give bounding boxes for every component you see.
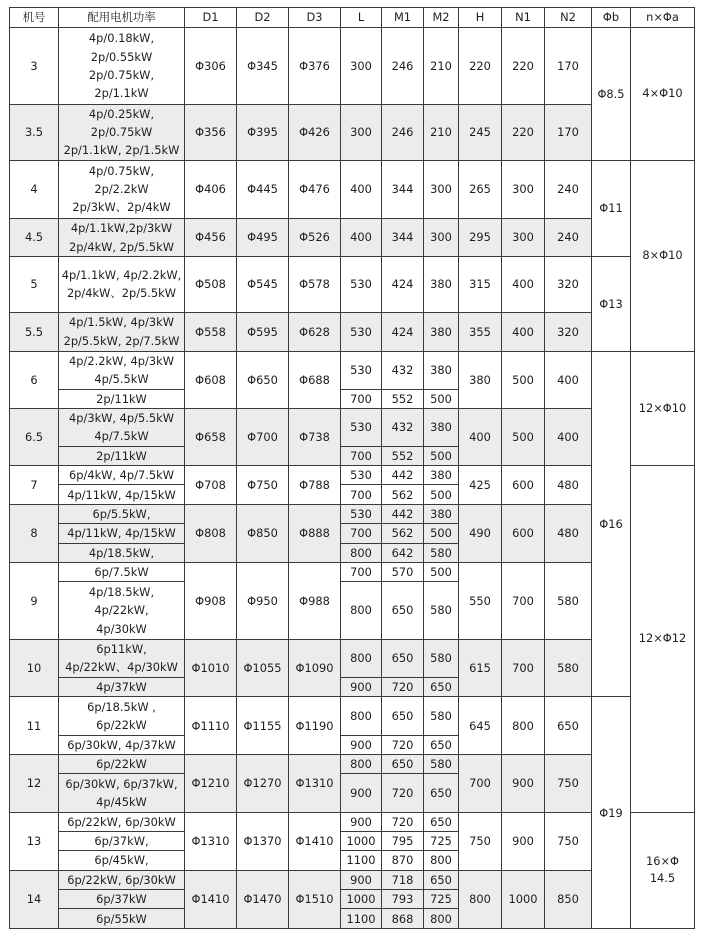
motor-power-cell: 4p/11kW, 4p/15kW <box>59 524 185 543</box>
table-row <box>10 160 695 218</box>
d1-cell: Φ1410 <box>185 870 237 928</box>
d1-cell: Φ456 <box>185 218 237 256</box>
h-cell: 800 <box>459 870 502 928</box>
n2-cell: 580 <box>545 639 592 697</box>
machine-number-cell: 7 <box>10 466 59 505</box>
bolt-holes-cell: 12×Φ12 <box>631 466 695 813</box>
d3-cell: Φ476 <box>289 160 341 218</box>
l-cell: 700 <box>341 485 382 504</box>
d2-cell: Φ1470 <box>237 870 289 928</box>
n2-cell: 320 <box>545 257 592 312</box>
m1-cell: 424 <box>382 257 424 312</box>
table-row <box>10 351 695 389</box>
d1-cell: Φ708 <box>185 466 237 505</box>
d2-cell: Φ650 <box>237 351 289 408</box>
n1-cell: 900 <box>502 812 545 870</box>
motor-power-cell: 4p/0.75kW, 2p/2.2kW 2p/3kW、2p/4kW <box>59 160 185 218</box>
n2-cell: 240 <box>545 218 592 256</box>
n1-cell: 700 <box>502 562 545 639</box>
l-cell: 800 <box>341 582 382 639</box>
n2-cell: 480 <box>545 504 592 562</box>
h-cell: 615 <box>459 639 502 697</box>
motor-power-cell: 4p/18.5kW, 4p/22kW, 4p/30kW <box>59 582 185 639</box>
m2-cell: 580 <box>424 639 459 677</box>
motor-power-cell: 6p/7.5kW <box>59 562 185 581</box>
h-cell: 355 <box>459 312 502 351</box>
n1-cell: 400 <box>502 257 545 312</box>
header-cell: D2 <box>237 8 289 28</box>
d3-cell: Φ688 <box>289 351 341 408</box>
m1-cell: 432 <box>382 351 424 389</box>
m1-cell: 720 <box>382 812 424 831</box>
m1-cell: 870 <box>382 851 424 870</box>
l-cell: 300 <box>341 28 382 105</box>
motor-power-cell: 4p/3kW, 4p/5.5kW 4p/7.5kW <box>59 408 185 446</box>
n1-cell: 220 <box>502 28 545 105</box>
n2-cell: 320 <box>545 312 592 351</box>
machine-number-cell: 9 <box>10 562 59 639</box>
machine-number-cell: 3 <box>10 28 59 105</box>
h-cell: 400 <box>459 408 502 465</box>
l-cell: 1100 <box>341 851 382 870</box>
h-cell: 295 <box>459 218 502 256</box>
n1-cell: 1000 <box>502 870 545 928</box>
motor-power-cell: 6p/55kW <box>59 909 185 929</box>
d1-cell: Φ406 <box>185 160 237 218</box>
m2-cell: 725 <box>424 890 459 909</box>
m1-cell: 720 <box>382 735 424 754</box>
header-cell: 机号 <box>10 8 59 28</box>
m1-cell: 642 <box>382 543 424 562</box>
l-cell: 900 <box>341 774 382 812</box>
motor-power-cell: 4p/18.5kW, <box>59 543 185 562</box>
m2-cell: 580 <box>424 543 459 562</box>
header-cell: 配用电机功率 <box>59 8 185 28</box>
d3-cell: Φ426 <box>289 104 341 160</box>
l-cell: 530 <box>341 466 382 485</box>
d1-cell: Φ1210 <box>185 754 237 812</box>
machine-number-cell: 8 <box>10 504 59 562</box>
header-cell: D1 <box>185 8 237 28</box>
l-cell: 800 <box>341 639 382 677</box>
m1-cell: 552 <box>382 446 424 465</box>
d3-cell: Φ888 <box>289 504 341 562</box>
m1-cell: 720 <box>382 774 424 812</box>
m1-cell: 344 <box>382 218 424 256</box>
d3-cell: Φ1510 <box>289 870 341 928</box>
m2-cell: 650 <box>424 774 459 812</box>
d2-cell: Φ395 <box>237 104 289 160</box>
l-cell: 900 <box>341 812 382 831</box>
header-cell: N1 <box>502 8 545 28</box>
m1-cell: 552 <box>382 389 424 408</box>
l-cell: 700 <box>341 446 382 465</box>
d1-cell: Φ558 <box>185 312 237 351</box>
m2-cell: 500 <box>424 562 459 581</box>
m1-cell: 650 <box>382 697 424 735</box>
l-cell: 530 <box>341 351 382 389</box>
machine-number-cell: 3.5 <box>10 104 59 160</box>
header-cell: L <box>341 8 382 28</box>
l-cell: 800 <box>341 754 382 773</box>
d3-cell: Φ628 <box>289 312 341 351</box>
n2-cell: 750 <box>545 754 592 812</box>
table-row <box>10 28 695 105</box>
motor-power-cell: 6p/37kW <box>59 890 185 909</box>
m2-cell: 500 <box>424 524 459 543</box>
l-cell: 530 <box>341 312 382 351</box>
table-body <box>10 28 695 929</box>
machine-number-cell: 6 <box>10 351 59 408</box>
machine-number-cell: 13 <box>10 812 59 870</box>
l-cell: 530 <box>341 504 382 523</box>
n1-cell: 500 <box>502 351 545 408</box>
d3-cell: Φ1090 <box>289 639 341 697</box>
motor-power-cell: 6p/22kW, 6p/30kW <box>59 812 185 831</box>
table-row <box>10 697 695 735</box>
m2-cell: 580 <box>424 754 459 773</box>
n2-cell: 750 <box>545 812 592 870</box>
motor-power-cell: 4p/37kW <box>59 677 185 696</box>
motor-power-cell: 6p/30kW, 4p/37kW <box>59 735 185 754</box>
machine-number-cell: 12 <box>10 754 59 812</box>
header-row <box>10 8 695 28</box>
m2-cell: 380 <box>424 257 459 312</box>
d2-cell: Φ495 <box>237 218 289 256</box>
d2-cell: Φ1055 <box>237 639 289 697</box>
m2-cell: 210 <box>424 28 459 105</box>
bolt-holes-cell: 4×Φ10 <box>631 28 695 161</box>
machine-number-cell: 10 <box>10 639 59 697</box>
d3-cell: Φ1310 <box>289 754 341 812</box>
l-cell: 900 <box>341 870 382 889</box>
d1-cell: Φ1310 <box>185 812 237 870</box>
n2-cell: 480 <box>545 466 592 505</box>
m2-cell: 210 <box>424 104 459 160</box>
m1-cell: 650 <box>382 582 424 639</box>
header-cell: M1 <box>382 8 424 28</box>
d1-cell: Φ808 <box>185 504 237 562</box>
m1-cell: 650 <box>382 639 424 677</box>
l-cell: 700 <box>341 389 382 408</box>
motor-power-cell: 6p/18.5kW , 6p/22kW <box>59 697 185 735</box>
motor-power-cell: 6p/22kW, 6p/30kW <box>59 870 185 889</box>
h-cell: 700 <box>459 754 502 812</box>
m1-cell: 246 <box>382 104 424 160</box>
d3-cell: Φ988 <box>289 562 341 639</box>
header-cell: H <box>459 8 502 28</box>
l-cell: 800 <box>341 697 382 735</box>
l-cell: 300 <box>341 104 382 160</box>
m2-cell: 300 <box>424 218 459 256</box>
motor-power-cell: 2p/11kW <box>59 446 185 465</box>
machine-number-cell: 6.5 <box>10 408 59 465</box>
n1-cell: 220 <box>502 104 545 160</box>
motor-power-cell: 6p/4kW, 4p/7.5kW <box>59 466 185 485</box>
n2-cell: 170 <box>545 104 592 160</box>
n1-cell: 800 <box>502 697 545 755</box>
n2-cell: 580 <box>545 562 592 639</box>
d3-cell: Φ578 <box>289 257 341 312</box>
d3-cell: Φ526 <box>289 218 341 256</box>
d1-cell: Φ1110 <box>185 697 237 755</box>
m1-cell: 442 <box>382 504 424 523</box>
d2-cell: Φ445 <box>237 160 289 218</box>
fb-cell: Φ13 <box>592 257 631 352</box>
m1-cell: 868 <box>382 909 424 929</box>
n2-cell: 400 <box>545 408 592 465</box>
n2-cell: 650 <box>545 697 592 755</box>
n1-cell: 600 <box>502 466 545 505</box>
l-cell: 400 <box>341 160 382 218</box>
m2-cell: 380 <box>424 408 459 446</box>
d2-cell: Φ950 <box>237 562 289 639</box>
h-cell: 490 <box>459 504 502 562</box>
d3-cell: Φ1190 <box>289 697 341 755</box>
h-cell: 245 <box>459 104 502 160</box>
d2-cell: Φ595 <box>237 312 289 351</box>
d2-cell: Φ545 <box>237 257 289 312</box>
motor-power-cell: 4p/11kW, 4p/15kW <box>59 485 185 504</box>
d3-cell: Φ788 <box>289 466 341 505</box>
m1-cell: 720 <box>382 677 424 696</box>
m2-cell: 650 <box>424 735 459 754</box>
d1-cell: Φ908 <box>185 562 237 639</box>
m1-cell: 442 <box>382 466 424 485</box>
m2-cell: 580 <box>424 697 459 735</box>
m2-cell: 650 <box>424 677 459 696</box>
m2-cell: 380 <box>424 466 459 485</box>
header-cell: Φb <box>592 8 631 28</box>
m2-cell: 380 <box>424 504 459 523</box>
m2-cell: 500 <box>424 485 459 504</box>
motor-power-cell: 4p/2.2kW, 4p/3kW 4p/5.5kW <box>59 351 185 389</box>
m1-cell: 432 <box>382 408 424 446</box>
m1-cell: 793 <box>382 890 424 909</box>
machine-number-cell: 4.5 <box>10 218 59 256</box>
d1-cell: Φ658 <box>185 408 237 465</box>
motor-power-cell: 4p/0.25kW, 2p/0.75kW 2p/1.1kW, 2p/1.5kW <box>59 104 185 160</box>
m2-cell: 380 <box>424 312 459 351</box>
machine-number-cell: 5.5 <box>10 312 59 351</box>
spec-table <box>9 7 695 929</box>
m2-cell: 580 <box>424 582 459 639</box>
m2-cell: 500 <box>424 389 459 408</box>
m2-cell: 800 <box>424 909 459 929</box>
l-cell: 900 <box>341 735 382 754</box>
h-cell: 380 <box>459 351 502 408</box>
motor-power-cell: 4p/1.1kW,2p/3kW 2p/4kW, 2p/5.5kW <box>59 218 185 256</box>
d2-cell: Φ1370 <box>237 812 289 870</box>
l-cell: 530 <box>341 408 382 446</box>
motor-power-cell: 4p/0.18kW, 2p/0.55kW 2p/0.75kW, 2p/1.1kW <box>59 28 185 105</box>
n2-cell: 400 <box>545 351 592 408</box>
d1-cell: Φ356 <box>185 104 237 160</box>
table-row <box>10 257 695 312</box>
d2-cell: Φ1270 <box>237 754 289 812</box>
n2-cell: 170 <box>545 28 592 105</box>
h-cell: 550 <box>459 562 502 639</box>
d2-cell: Φ345 <box>237 28 289 105</box>
header-cell: n×Φa <box>631 8 695 28</box>
fb-cell: Φ11 <box>592 160 631 257</box>
l-cell: 800 <box>341 543 382 562</box>
m1-cell: 562 <box>382 524 424 543</box>
l-cell: 900 <box>341 677 382 696</box>
m2-cell: 650 <box>424 812 459 831</box>
m1-cell: 562 <box>382 485 424 504</box>
d2-cell: Φ750 <box>237 466 289 505</box>
l-cell: 1000 <box>341 890 382 909</box>
d1-cell: Φ608 <box>185 351 237 408</box>
n2-cell: 240 <box>545 160 592 218</box>
header-cell: N2 <box>545 8 592 28</box>
h-cell: 425 <box>459 466 502 505</box>
m1-cell: 424 <box>382 312 424 351</box>
l-cell: 1000 <box>341 831 382 850</box>
m1-cell: 344 <box>382 160 424 218</box>
l-cell: 400 <box>341 218 382 256</box>
header-cell: M2 <box>424 8 459 28</box>
m2-cell: 300 <box>424 160 459 218</box>
l-cell: 530 <box>341 257 382 312</box>
d1-cell: Φ306 <box>185 28 237 105</box>
n1-cell: 500 <box>502 408 545 465</box>
d2-cell: Φ1155 <box>237 697 289 755</box>
m1-cell: 650 <box>382 754 424 773</box>
h-cell: 265 <box>459 160 502 218</box>
d1-cell: Φ508 <box>185 257 237 312</box>
d3-cell: Φ1410 <box>289 812 341 870</box>
motor-power-cell: 6p/45kW, <box>59 851 185 870</box>
l-cell: 1100 <box>341 909 382 929</box>
l-cell: 700 <box>341 524 382 543</box>
l-cell: 700 <box>341 562 382 581</box>
motor-power-cell: 2p/11kW <box>59 389 185 408</box>
fb-cell: Φ19 <box>592 697 631 929</box>
bolt-holes-cell: 8×Φ10 <box>631 160 695 351</box>
motor-power-cell: 6p/5.5kW, <box>59 504 185 523</box>
n1-cell: 600 <box>502 504 545 562</box>
n1-cell: 300 <box>502 160 545 218</box>
n1-cell: 300 <box>502 218 545 256</box>
bolt-holes-cell: 12×Φ10 <box>631 351 695 465</box>
h-cell: 315 <box>459 257 502 312</box>
motor-power-cell: 4p/1.5kW, 4p/3kW 2p/5.5kW, 2p/7.5kW <box>59 312 185 351</box>
d1-cell: Φ1010 <box>185 639 237 697</box>
n1-cell: 900 <box>502 754 545 812</box>
h-cell: 750 <box>459 812 502 870</box>
m2-cell: 380 <box>424 351 459 389</box>
header-cell: D3 <box>289 8 341 28</box>
d3-cell: Φ376 <box>289 28 341 105</box>
d3-cell: Φ738 <box>289 408 341 465</box>
m1-cell: 570 <box>382 562 424 581</box>
motor-power-cell: 6p/22kW <box>59 754 185 773</box>
d2-cell: Φ700 <box>237 408 289 465</box>
motor-power-cell: 6p11kW, 4p/22kW、4p/30kW <box>59 639 185 677</box>
h-cell: 645 <box>459 697 502 755</box>
n2-cell: 850 <box>545 870 592 928</box>
m1-cell: 246 <box>382 28 424 105</box>
fb-cell: Φ16 <box>592 351 631 697</box>
h-cell: 220 <box>459 28 502 105</box>
fb-cell: Φ8.5 <box>592 28 631 161</box>
motor-power-cell: 6p/37kW, <box>59 831 185 850</box>
m2-cell: 500 <box>424 446 459 465</box>
motor-power-cell: 6p/30kW, 6p/37kW, 4p/45kW <box>59 774 185 812</box>
m2-cell: 800 <box>424 851 459 870</box>
d2-cell: Φ850 <box>237 504 289 562</box>
n1-cell: 400 <box>502 312 545 351</box>
m2-cell: 725 <box>424 831 459 850</box>
m1-cell: 718 <box>382 870 424 889</box>
machine-number-cell: 14 <box>10 870 59 928</box>
machine-number-cell: 11 <box>10 697 59 755</box>
m1-cell: 795 <box>382 831 424 850</box>
bolt-holes-cell: 16×Φ 14.5 <box>631 812 695 928</box>
machine-number-cell: 4 <box>10 160 59 218</box>
m2-cell: 650 <box>424 870 459 889</box>
n1-cell: 700 <box>502 639 545 697</box>
machine-number-cell: 5 <box>10 257 59 312</box>
motor-power-cell: 4p/1.1kW, 4p/2.2kW, 2p/4kW、2p/5.5kW <box>59 257 185 312</box>
